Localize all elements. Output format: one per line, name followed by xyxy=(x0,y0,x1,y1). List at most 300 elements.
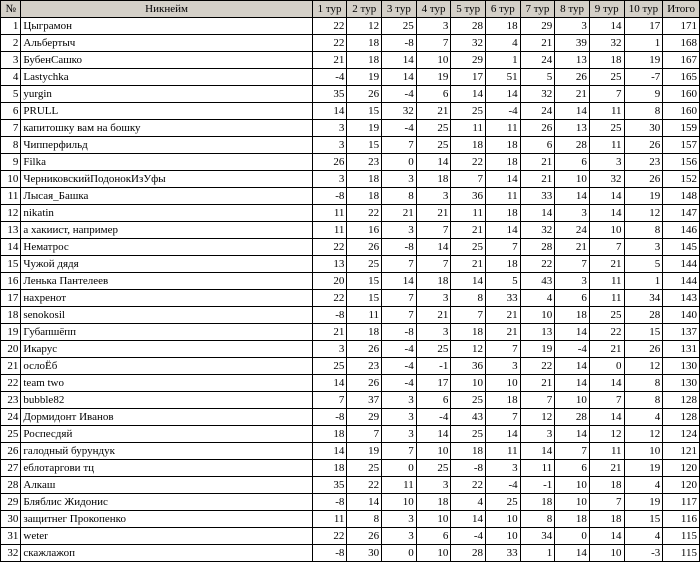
round-score-cell: 11 xyxy=(589,443,624,460)
rank-cell: 30 xyxy=(1,511,21,528)
nickname-cell: nikatin xyxy=(21,205,312,222)
round-score-cell: 26 xyxy=(624,341,663,358)
round-score-cell: 21 xyxy=(520,35,555,52)
round-score-cell: 10 xyxy=(382,494,417,511)
round-score-cell: 8 xyxy=(382,188,417,205)
table-row xyxy=(1,511,700,528)
rank-cell: 8 xyxy=(1,137,21,154)
total-cell: 128 xyxy=(663,409,700,426)
table-row xyxy=(1,205,700,222)
rank-cell: 24 xyxy=(1,409,21,426)
round-score-cell: 25 xyxy=(312,358,347,375)
round-score-cell: 1 xyxy=(520,545,555,562)
round-score-cell: 26 xyxy=(624,137,663,154)
round-score-cell: 5 xyxy=(485,273,520,290)
round-score-cell: 3 xyxy=(382,392,417,409)
round-score-cell: 24 xyxy=(555,222,590,239)
round-score-cell: 18 xyxy=(485,18,520,35)
nickname-cell: защитнег Прокопенко xyxy=(21,511,312,528)
round-score-cell: 7 xyxy=(555,256,590,273)
rank-cell: 32 xyxy=(1,545,21,562)
round-score-cell: 25 xyxy=(451,426,486,443)
round-score-cell: 4 xyxy=(451,494,486,511)
nickname-cell: Роспесдяй xyxy=(21,426,312,443)
round-score-cell: 18 xyxy=(485,154,520,171)
round-score-cell: 21 xyxy=(485,324,520,341)
round-score-cell: 14 xyxy=(555,324,590,341)
round-score-cell: 14 xyxy=(589,409,624,426)
table-row xyxy=(1,69,700,86)
round-score-cell: 25 xyxy=(416,341,451,358)
round-score-cell: 10 xyxy=(416,511,451,528)
total-cell: 146 xyxy=(663,222,700,239)
round-score-cell: 10 xyxy=(624,443,663,460)
round-score-cell: 8 xyxy=(624,222,663,239)
round-score-cell: 7 xyxy=(520,392,555,409)
round-score-cell: 32 xyxy=(589,171,624,188)
round-score-cell: 25 xyxy=(589,120,624,137)
round-score-cell: 11 xyxy=(312,511,347,528)
round-score-cell: 11 xyxy=(312,205,347,222)
round-score-cell: 5 xyxy=(520,69,555,86)
table-row xyxy=(1,222,700,239)
round-score-cell: 15 xyxy=(624,324,663,341)
round-score-cell: 25 xyxy=(589,69,624,86)
round-score-cell: 7 xyxy=(312,392,347,409)
round-score-cell: 18 xyxy=(589,511,624,528)
round-score-cell: 3 xyxy=(416,18,451,35)
round-score-cell: 20 xyxy=(312,273,347,290)
round-score-cell: 3 xyxy=(382,426,417,443)
round-score-cell: -4 xyxy=(382,120,417,137)
total-cell: 137 xyxy=(663,324,700,341)
round-score-cell: 6 xyxy=(520,137,555,154)
round-score-cell: 21 xyxy=(520,171,555,188)
round-score-cell: 3 xyxy=(416,188,451,205)
column-header: 7 тур xyxy=(520,1,555,18)
round-score-cell: 10 xyxy=(555,392,590,409)
nickname-cell: senokosil xyxy=(21,307,312,324)
round-score-cell: 14 xyxy=(520,205,555,222)
round-score-cell: 43 xyxy=(451,409,486,426)
round-score-cell: 34 xyxy=(624,290,663,307)
total-cell: 147 xyxy=(663,205,700,222)
round-score-cell: 19 xyxy=(624,494,663,511)
round-score-cell: 25 xyxy=(451,239,486,256)
round-score-cell: 3 xyxy=(416,324,451,341)
round-score-cell: 10 xyxy=(416,545,451,562)
nickname-cell: Лысая_Башка xyxy=(21,188,312,205)
round-score-cell: 12 xyxy=(624,358,663,375)
rank-cell: 29 xyxy=(1,494,21,511)
nickname-cell: team two xyxy=(21,375,312,392)
round-score-cell: 12 xyxy=(347,18,382,35)
table-row xyxy=(1,103,700,120)
round-score-cell: 25 xyxy=(416,460,451,477)
nickname-cell: Дормидонт Иванов xyxy=(21,409,312,426)
total-cell: 144 xyxy=(663,273,700,290)
round-score-cell: 23 xyxy=(624,154,663,171)
round-score-cell: 21 xyxy=(312,52,347,69)
round-score-cell: 3 xyxy=(520,426,555,443)
rank-cell: 21 xyxy=(1,358,21,375)
round-score-cell: 14 xyxy=(451,273,486,290)
rank-cell: 3 xyxy=(1,52,21,69)
round-score-cell: 32 xyxy=(520,222,555,239)
rank-cell: 14 xyxy=(1,239,21,256)
round-score-cell: 25 xyxy=(347,460,382,477)
table-row xyxy=(1,341,700,358)
round-score-cell: 12 xyxy=(624,426,663,443)
round-score-cell: 0 xyxy=(382,545,417,562)
table-row xyxy=(1,171,700,188)
round-score-cell: 25 xyxy=(382,18,417,35)
total-cell: 152 xyxy=(663,171,700,188)
round-score-cell: 18 xyxy=(555,511,590,528)
round-score-cell: 10 xyxy=(485,511,520,528)
round-score-cell: 17 xyxy=(451,69,486,86)
round-score-cell: 0 xyxy=(589,358,624,375)
round-score-cell: 28 xyxy=(624,307,663,324)
round-score-cell: -1 xyxy=(520,477,555,494)
round-score-cell: 29 xyxy=(347,409,382,426)
round-score-cell: 11 xyxy=(451,205,486,222)
round-score-cell: 0 xyxy=(382,154,417,171)
round-score-cell: 3 xyxy=(555,205,590,222)
nickname-cell: Нематрос xyxy=(21,239,312,256)
round-score-cell: -1 xyxy=(416,358,451,375)
round-score-cell: 19 xyxy=(416,69,451,86)
round-score-cell: 25 xyxy=(451,392,486,409)
round-score-cell: 32 xyxy=(451,35,486,52)
total-cell: 117 xyxy=(663,494,700,511)
round-score-cell: 8 xyxy=(624,103,663,120)
round-score-cell: 10 xyxy=(589,545,624,562)
round-score-cell: -4 xyxy=(382,86,417,103)
round-score-cell: -8 xyxy=(312,494,347,511)
rank-cell: 23 xyxy=(1,392,21,409)
nickname-cell: bubble82 xyxy=(21,392,312,409)
round-score-cell: 11 xyxy=(382,477,417,494)
round-score-cell: 3 xyxy=(312,137,347,154)
total-cell: 157 xyxy=(663,137,700,154)
rank-cell: 17 xyxy=(1,290,21,307)
round-score-cell: 11 xyxy=(589,137,624,154)
total-cell: 115 xyxy=(663,545,700,562)
nickname-cell: ослоЁб xyxy=(21,358,312,375)
rank-cell: 27 xyxy=(1,460,21,477)
round-score-cell: 14 xyxy=(416,154,451,171)
round-score-cell: 14 xyxy=(555,188,590,205)
rank-cell: 1 xyxy=(1,18,21,35)
table-row xyxy=(1,443,700,460)
table-row xyxy=(1,18,700,35)
round-score-cell: 17 xyxy=(624,18,663,35)
round-score-cell: -4 xyxy=(382,375,417,392)
round-score-cell: 4 xyxy=(624,477,663,494)
round-score-cell: 10 xyxy=(520,307,555,324)
round-score-cell: 15 xyxy=(624,511,663,528)
round-score-cell: 18 xyxy=(451,443,486,460)
table-row xyxy=(1,137,700,154)
round-score-cell: 15 xyxy=(347,137,382,154)
total-cell: 148 xyxy=(663,188,700,205)
total-cell: 167 xyxy=(663,52,700,69)
table-row xyxy=(1,409,700,426)
round-score-cell: 22 xyxy=(589,324,624,341)
round-score-cell: 3 xyxy=(416,290,451,307)
round-score-cell: 3 xyxy=(485,460,520,477)
nickname-cell: Чипперфильд xyxy=(21,137,312,154)
round-score-cell: 18 xyxy=(347,52,382,69)
round-score-cell: 7 xyxy=(451,171,486,188)
round-score-cell: 7 xyxy=(485,409,520,426)
round-score-cell: 6 xyxy=(416,528,451,545)
column-header: 10 тур xyxy=(624,1,663,18)
total-cell: 130 xyxy=(663,375,700,392)
round-score-cell: 32 xyxy=(520,86,555,103)
round-score-cell: 7 xyxy=(382,137,417,154)
table-row xyxy=(1,239,700,256)
round-score-cell: 7 xyxy=(485,341,520,358)
round-score-cell: 22 xyxy=(312,528,347,545)
round-score-cell: 26 xyxy=(347,341,382,358)
round-score-cell: 8 xyxy=(451,290,486,307)
round-score-cell: 35 xyxy=(312,477,347,494)
round-score-cell: 13 xyxy=(312,256,347,273)
table-row xyxy=(1,324,700,341)
round-score-cell: 10 xyxy=(555,494,590,511)
rank-cell: 18 xyxy=(1,307,21,324)
round-score-cell: 14 xyxy=(555,103,590,120)
total-cell: 116 xyxy=(663,511,700,528)
round-score-cell: 21 xyxy=(382,205,417,222)
round-score-cell: 7 xyxy=(382,307,417,324)
round-score-cell: 13 xyxy=(520,324,555,341)
table-row xyxy=(1,120,700,137)
round-score-cell: 8 xyxy=(520,511,555,528)
round-score-cell: 14 xyxy=(589,18,624,35)
round-score-cell: 11 xyxy=(520,460,555,477)
round-score-cell: 0 xyxy=(555,528,590,545)
round-score-cell: -4 xyxy=(485,477,520,494)
round-score-cell: 12 xyxy=(520,409,555,426)
round-score-cell: 22 xyxy=(312,239,347,256)
round-score-cell: -4 xyxy=(555,341,590,358)
round-score-cell: 4 xyxy=(624,528,663,545)
round-score-cell: 14 xyxy=(416,426,451,443)
nickname-cell: Альбертыч xyxy=(21,35,312,52)
round-score-cell: 22 xyxy=(312,290,347,307)
round-score-cell: 10 xyxy=(485,528,520,545)
round-score-cell: 26 xyxy=(520,120,555,137)
round-score-cell: 26 xyxy=(347,375,382,392)
round-score-cell: 3 xyxy=(382,222,417,239)
round-score-cell: 7 xyxy=(589,86,624,103)
round-score-cell: 19 xyxy=(520,341,555,358)
round-score-cell: 18 xyxy=(416,171,451,188)
round-score-cell: 19 xyxy=(624,52,663,69)
round-score-cell: 43 xyxy=(520,273,555,290)
round-score-cell: 10 xyxy=(555,477,590,494)
round-score-cell: 11 xyxy=(451,120,486,137)
round-score-cell: 25 xyxy=(589,307,624,324)
table-row xyxy=(1,273,700,290)
rank-cell: 15 xyxy=(1,256,21,273)
total-cell: 168 xyxy=(663,35,700,52)
round-score-cell: 21 xyxy=(451,222,486,239)
round-score-cell: 14 xyxy=(555,358,590,375)
rank-cell: 12 xyxy=(1,205,21,222)
round-score-cell: 18 xyxy=(451,137,486,154)
round-score-cell: -3 xyxy=(624,545,663,562)
table-row xyxy=(1,375,700,392)
total-cell: 165 xyxy=(663,69,700,86)
round-score-cell: 7 xyxy=(589,494,624,511)
total-cell: 159 xyxy=(663,120,700,137)
round-score-cell: 22 xyxy=(451,477,486,494)
round-score-cell: 14 xyxy=(347,494,382,511)
table-row xyxy=(1,477,700,494)
table-row xyxy=(1,188,700,205)
rank-cell: 19 xyxy=(1,324,21,341)
round-score-cell: 28 xyxy=(520,239,555,256)
round-score-cell: 3 xyxy=(485,358,520,375)
table-row xyxy=(1,460,700,477)
round-score-cell: 14 xyxy=(520,443,555,460)
nickname-cell: нахренот xyxy=(21,290,312,307)
round-score-cell: 11 xyxy=(312,222,347,239)
total-cell: 120 xyxy=(663,460,700,477)
round-score-cell: -4 xyxy=(382,341,417,358)
round-score-cell: 28 xyxy=(555,409,590,426)
round-score-cell: 18 xyxy=(347,324,382,341)
round-score-cell: 29 xyxy=(451,52,486,69)
round-score-cell: 3 xyxy=(382,528,417,545)
round-score-cell: 8 xyxy=(624,392,663,409)
round-score-cell: 11 xyxy=(589,103,624,120)
round-score-cell: 15 xyxy=(347,290,382,307)
round-score-cell: 25 xyxy=(485,494,520,511)
round-score-cell: 10 xyxy=(451,375,486,392)
round-score-cell: 15 xyxy=(347,103,382,120)
round-score-cell: 18 xyxy=(485,205,520,222)
round-score-cell: 15 xyxy=(347,273,382,290)
table-body xyxy=(1,18,700,562)
round-score-cell: 21 xyxy=(416,205,451,222)
round-score-cell: 14 xyxy=(312,443,347,460)
round-score-cell: 6 xyxy=(555,290,590,307)
round-score-cell: -8 xyxy=(312,307,347,324)
round-score-cell: 4 xyxy=(520,290,555,307)
round-score-cell: 33 xyxy=(485,290,520,307)
round-score-cell: 29 xyxy=(520,18,555,35)
round-score-cell: 17 xyxy=(416,375,451,392)
round-score-cell: 23 xyxy=(347,154,382,171)
table-row xyxy=(1,86,700,103)
header-row xyxy=(1,1,700,18)
table-row xyxy=(1,494,700,511)
round-score-cell: 18 xyxy=(416,494,451,511)
nickname-cell: Икарус xyxy=(21,341,312,358)
round-score-cell: -4 xyxy=(312,69,347,86)
round-score-cell: 11 xyxy=(589,290,624,307)
round-score-cell: 3 xyxy=(555,18,590,35)
round-score-cell: 18 xyxy=(520,494,555,511)
round-score-cell: 19 xyxy=(624,188,663,205)
round-score-cell: 21 xyxy=(416,103,451,120)
round-score-cell: 18 xyxy=(347,188,382,205)
round-score-cell: 3 xyxy=(312,120,347,137)
round-score-cell: -4 xyxy=(451,528,486,545)
round-score-cell: 18 xyxy=(485,256,520,273)
round-score-cell: 7 xyxy=(416,222,451,239)
column-header: 3 тур xyxy=(382,1,417,18)
round-score-cell: 14 xyxy=(589,205,624,222)
total-cell: 140 xyxy=(663,307,700,324)
round-score-cell: 3 xyxy=(382,171,417,188)
round-score-cell: 18 xyxy=(589,477,624,494)
round-score-cell: 18 xyxy=(312,460,347,477)
nickname-cell: Ленька Пантелеев xyxy=(21,273,312,290)
round-score-cell: 11 xyxy=(485,443,520,460)
total-cell: 130 xyxy=(663,358,700,375)
round-score-cell: 22 xyxy=(347,205,382,222)
round-score-cell: 36 xyxy=(451,188,486,205)
round-score-cell: -4 xyxy=(416,409,451,426)
round-score-cell: 26 xyxy=(555,69,590,86)
nickname-cell: капитошку вам на бошку xyxy=(21,120,312,137)
round-score-cell: 19 xyxy=(347,120,382,137)
rank-cell: 5 xyxy=(1,86,21,103)
total-cell: 128 xyxy=(663,392,700,409)
round-score-cell: 14 xyxy=(312,103,347,120)
rank-cell: 11 xyxy=(1,188,21,205)
column-header: 1 тур xyxy=(312,1,347,18)
round-score-cell: 39 xyxy=(555,35,590,52)
round-score-cell: 14 xyxy=(485,171,520,188)
round-score-cell: 8 xyxy=(624,375,663,392)
round-score-cell: 18 xyxy=(451,324,486,341)
round-score-cell: 14 xyxy=(485,426,520,443)
round-score-cell: 1 xyxy=(624,273,663,290)
round-score-cell: 28 xyxy=(451,545,486,562)
column-header: 9 тур xyxy=(589,1,624,18)
round-score-cell: 18 xyxy=(416,273,451,290)
round-score-cell: 3 xyxy=(589,154,624,171)
round-score-cell: 25 xyxy=(347,256,382,273)
round-score-cell: 13 xyxy=(555,52,590,69)
nickname-cell: PRULL xyxy=(21,103,312,120)
round-score-cell: 12 xyxy=(624,205,663,222)
round-score-cell: 11 xyxy=(485,120,520,137)
column-header: Никнейм xyxy=(21,1,312,18)
round-score-cell: 25 xyxy=(416,120,451,137)
round-score-cell: 11 xyxy=(347,307,382,324)
round-score-cell: 3 xyxy=(312,341,347,358)
table-row xyxy=(1,392,700,409)
round-score-cell: 30 xyxy=(624,120,663,137)
column-header: 6 тур xyxy=(485,1,520,18)
column-header: 5 тур xyxy=(451,1,486,18)
round-score-cell: 21 xyxy=(589,460,624,477)
round-score-cell: 18 xyxy=(589,52,624,69)
rank-cell: 16 xyxy=(1,273,21,290)
round-score-cell: 1 xyxy=(624,35,663,52)
round-score-cell: 18 xyxy=(347,171,382,188)
round-score-cell: 21 xyxy=(485,307,520,324)
round-score-cell: 14 xyxy=(451,511,486,528)
